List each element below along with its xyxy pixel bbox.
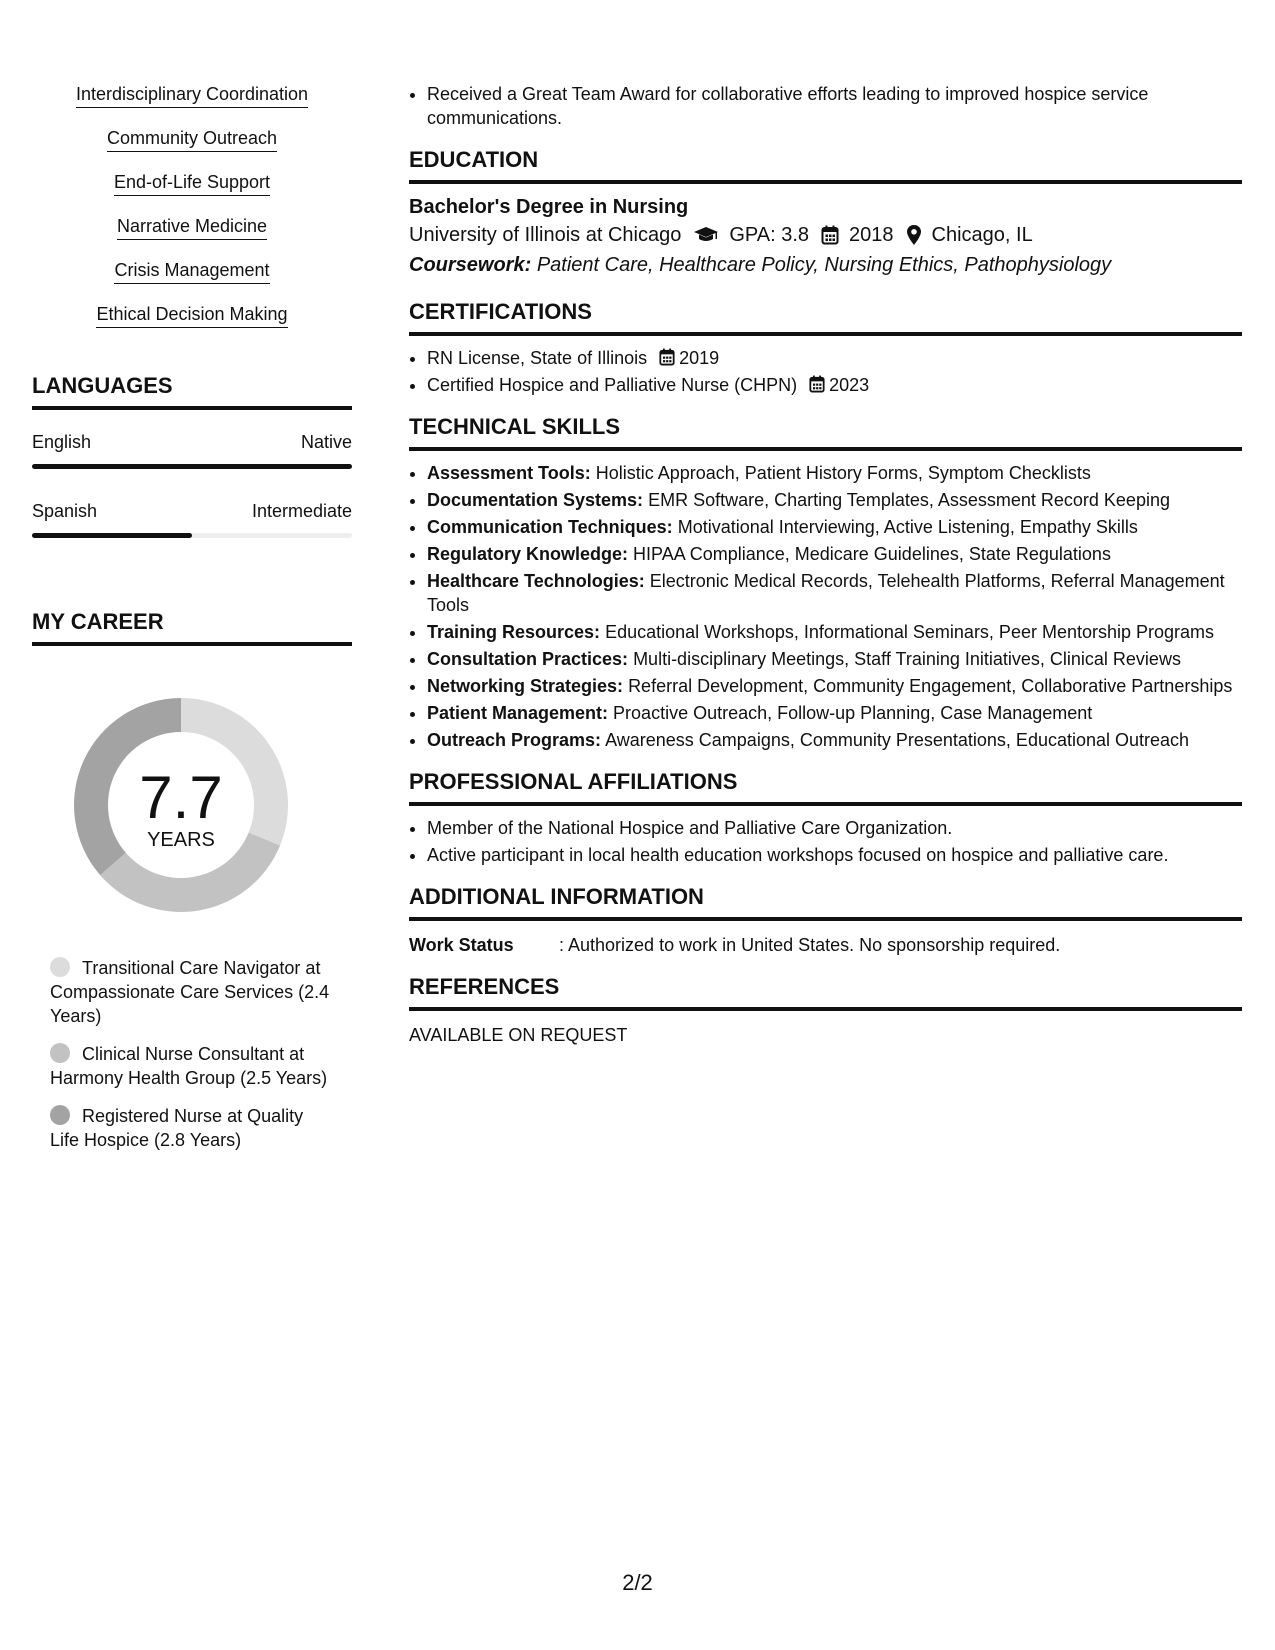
education-details xyxy=(409,220,1242,250)
legend-dot xyxy=(50,1105,70,1125)
calendar-icon xyxy=(809,375,825,393)
list-item: • Networking Strategies: Referral Development, Community Engagement, Collaborative Partnerships xyxy=(427,674,1242,698)
list-item: • Certified Hospice and Palliative Nurse (CHPN) 2023 xyxy=(427,373,1242,397)
references-section xyxy=(409,973,1242,1047)
skill-tag: Narrative Medicine xyxy=(32,214,352,240)
calendar-icon xyxy=(821,225,839,245)
gpa: GPA: 3.8 xyxy=(729,224,810,246)
language-bar xyxy=(32,464,352,469)
list-item: • Communication Techniques: Motivational Interviewing, Active Listening, Empathy Skills xyxy=(427,515,1242,539)
list-item: • Member of the National Hospice and Palliative Care Organization. xyxy=(427,816,1242,840)
map-pin-icon xyxy=(906,224,922,246)
school-name: University of Illinois at Chicago xyxy=(409,224,682,246)
career-title: MY CAREER xyxy=(32,608,352,646)
experience-bullets xyxy=(409,82,1242,130)
list-item: • Patient Management: Proactive Outreach, Follow-up Planning, Case Management xyxy=(427,701,1242,725)
additional-title: ADDITIONAL INFORMATION xyxy=(409,883,1242,921)
list-item: • Active participant in local health education workshops focused on hospice and palliative care. xyxy=(427,843,1242,867)
certifications-section xyxy=(409,298,1242,397)
career-list xyxy=(50,956,335,1152)
career-section xyxy=(32,608,352,1152)
right-column xyxy=(409,82,1242,1047)
list-item: • Documentation Systems: EMR Software, Charting Templates, Assessment Record Keeping xyxy=(427,488,1242,512)
list-item: • RN License, State of Illinois 2019 xyxy=(427,346,1242,370)
work-status-label: Work Status xyxy=(409,935,514,955)
list-item: • Regulatory Knowledge: HIPAA Compliance, Medicare Guidelines, State Regulations xyxy=(427,542,1242,566)
language-row xyxy=(32,499,352,523)
language-level: Intermediate xyxy=(251,501,352,521)
language-name: Spanish xyxy=(32,501,98,521)
language-row xyxy=(32,430,352,454)
work-status xyxy=(409,933,1242,957)
legend-dot xyxy=(50,1043,70,1063)
list-item: • Consultation Practices: Multi-disciplinary Meetings, Staff Training Initiatives, Clinical Reviews xyxy=(427,647,1242,671)
coursework-label: Coursework: xyxy=(409,254,532,276)
skill-tags xyxy=(32,82,352,328)
skill-tag: Crisis Management xyxy=(32,258,352,284)
list-item: • Received a Great Team Award for collaborative efforts leading to improved hospice service communications. xyxy=(427,82,1242,130)
career-total-years: 7.7 xyxy=(139,764,223,831)
graduation-year: 2018 xyxy=(849,224,894,246)
affiliations-section xyxy=(409,768,1242,867)
affiliations-list xyxy=(409,816,1242,867)
languages-section xyxy=(32,372,352,538)
degree: Bachelor's Degree in Nursing xyxy=(409,196,689,218)
references-text: AVAILABLE ON REQUEST xyxy=(409,1025,628,1045)
additional-section xyxy=(409,883,1242,957)
references-title: REFERENCES xyxy=(409,973,1242,1011)
skill-tag: Community Outreach xyxy=(32,126,352,152)
certifications-list xyxy=(409,346,1242,397)
language-bar xyxy=(32,533,352,538)
technical-skills-section xyxy=(409,413,1242,752)
language-name: English xyxy=(32,432,92,452)
left-column xyxy=(32,82,352,1166)
skill-tag: End-of-Life Support xyxy=(32,170,352,196)
technical-skills-title: TECHNICAL SKILLS xyxy=(409,413,1242,451)
career-donut xyxy=(66,690,296,920)
career-item: Clinical Nurse Consultant at Harmony Health Group (2.5 Years) xyxy=(50,1044,328,1088)
legend-dot xyxy=(50,957,70,977)
coursework xyxy=(409,250,1242,280)
work-status-value: : Authorized to work in United States. No sponsorship required. xyxy=(559,935,1061,955)
career-item: Registered Nurse at Quality Life Hospice (2.8 Years) xyxy=(50,1106,304,1150)
coursework-list: Patient Care, Healthcare Policy, Nursing Ethics, Pathophysiology xyxy=(536,254,1112,276)
technical-skills-list xyxy=(409,461,1242,752)
page-number: 2/2 xyxy=(622,1570,653,1595)
affiliations-title: PROFESSIONAL AFFILIATIONS xyxy=(409,768,1242,806)
language-bar-fill xyxy=(32,464,352,469)
school-location: Chicago, IL xyxy=(931,224,1033,246)
language-level: Native xyxy=(300,432,352,452)
graduation-cap-icon xyxy=(693,225,719,245)
education-section xyxy=(409,146,1242,280)
list-item: • Healthcare Technologies: Electronic Medical Records, Telehealth Platforms, Referral Management Tools xyxy=(427,569,1242,617)
certifications-title: CERTIFICATIONS xyxy=(409,298,1242,336)
calendar-icon xyxy=(659,348,675,366)
skill-tag: Interdisciplinary Coordination xyxy=(32,82,352,108)
career-years-label: YEARS xyxy=(147,829,215,851)
list-item: • Assessment Tools: Holistic Approach, Patient History Forms, Symptom Checklists xyxy=(427,461,1242,485)
list-item: • Outreach Programs: Awareness Campaigns, Community Presentations, Educational Outreach xyxy=(427,728,1242,752)
skill-tag: Ethical Decision Making xyxy=(32,302,352,328)
list-item: • Training Resources: Educational Workshops, Informational Seminars, Peer Mentorship Programs xyxy=(427,620,1242,644)
language-bar-fill xyxy=(32,533,192,538)
education-title: EDUCATION xyxy=(409,146,1242,184)
career-item: Transitional Care Navigator at Compassionate Care Services (2.4 Years) xyxy=(50,958,330,1026)
languages-title: LANGUAGES xyxy=(32,372,352,410)
